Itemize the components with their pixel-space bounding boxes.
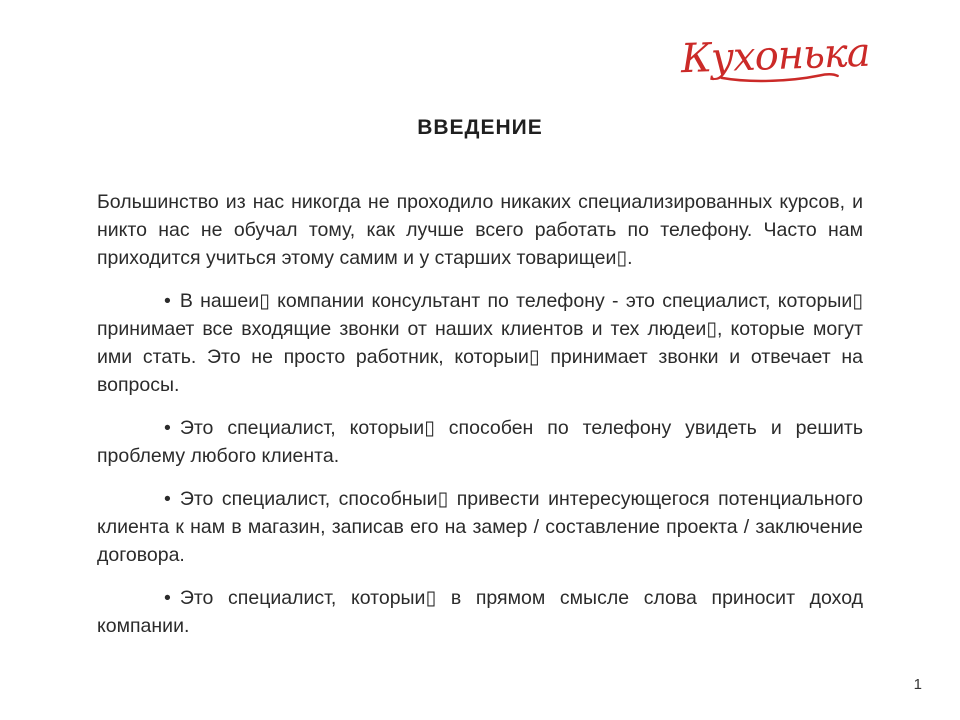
intro-paragraph <box>97 188 863 272</box>
slide-title: ВВЕДЕНИЕ <box>417 116 543 139</box>
bullet-marker-icon: • <box>164 587 171 609</box>
bullet-item-text: Это специалист, способныи▯ привести интересующегося потенциального клиента к нам в магазин, записав его на замер / составление проекта / заключение договора. <box>97 488 863 566</box>
bullet-item <box>97 485 863 569</box>
intro-paragraph-text: Большинство из нас никогда не проходило никаких специализированных курсов, и никто нас не обучал тому, как лучше всего работать по телефону. Часто нам приходится учиться этому самим и у старших товарищеи▯. <box>97 191 863 269</box>
bullet-item <box>97 584 863 640</box>
bullet-marker-icon: • <box>164 417 171 439</box>
page-number: 1 <box>913 676 922 693</box>
bullet-item-text: Это специалист, которыи▯ способен по телефону увидеть и решить проблему любого клиента. <box>97 417 863 467</box>
bullet-marker-icon: • <box>164 290 171 312</box>
bullet-item-text: В нашеи▯ компании консультант по телефону - это специалист, которыи▯ принимает все входящие звонки от наших клиентов и тех людеи▯, которые могут ими стать. Это не просто работник, которыи▯ принимает звонки и отвечает на вопросы. <box>97 290 863 396</box>
bullet-item <box>97 414 863 470</box>
slide-body <box>97 188 863 655</box>
company-logo-text: Кухонька <box>680 29 871 83</box>
company-logo <box>680 29 871 86</box>
bullet-marker-icon: • <box>164 488 171 510</box>
bullet-item <box>97 287 863 399</box>
bullet-item-text: Это специалист, которыи▯ в прямом смысле слова приносит доход компании. <box>97 587 863 637</box>
